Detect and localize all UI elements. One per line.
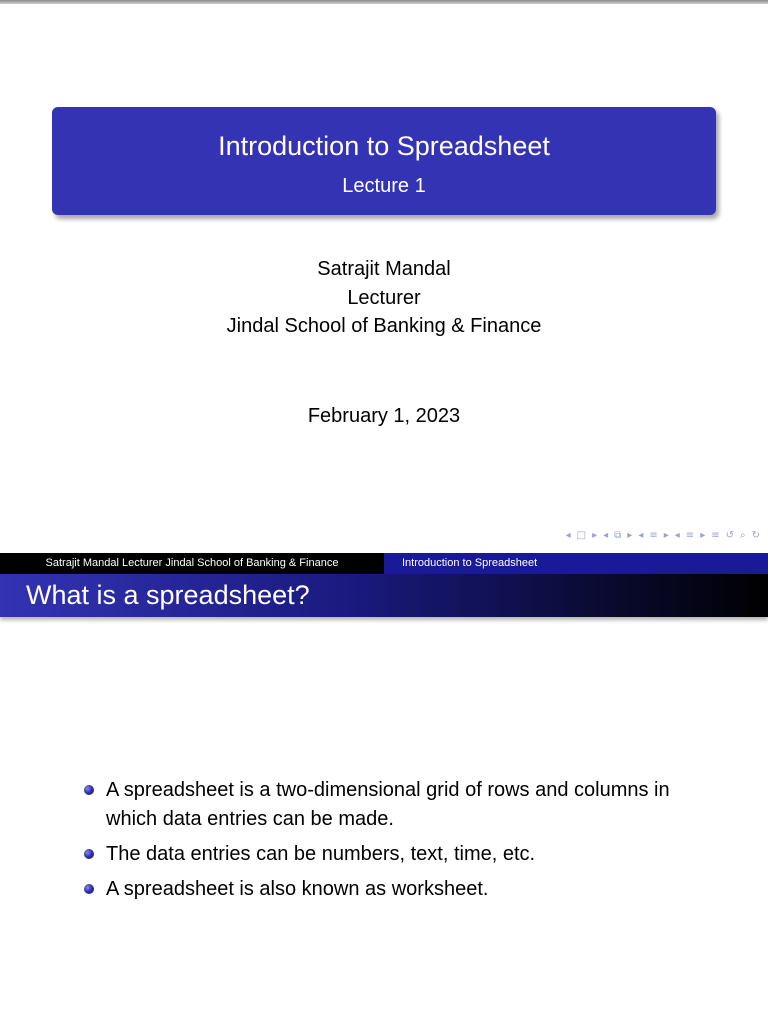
author-name: Satrajit Mandal [317, 258, 451, 280]
nav-back-icon[interactable]: ↺ [725, 530, 734, 541]
bullet-icon [84, 785, 94, 795]
nav-next-slide-icon[interactable]: ▸ [592, 530, 598, 541]
bullet-list [82, 776, 722, 910]
author-block [0, 255, 768, 341]
footline-title: Introduction to Spreadsheet [384, 553, 768, 574]
nav-prev-section-icon[interactable]: ◂ [674, 530, 680, 541]
nav-frame-icon[interactable]: ⧉ [614, 530, 622, 541]
bullet-icon [84, 884, 94, 894]
nav-slide-icon[interactable]: □ [576, 530, 587, 541]
nav-next-frame-icon[interactable]: ▸ [627, 530, 633, 541]
nav-forward-icon[interactable]: ↻ [751, 530, 760, 541]
list-item [82, 875, 722, 904]
presentation-date: February 1, 2023 [307, 405, 461, 427]
footline [0, 553, 768, 574]
nav-section-icon[interactable]: ≡ [685, 530, 695, 541]
presentation-subtitle: Lecture 1 [342, 175, 426, 197]
list-item [82, 776, 722, 834]
nav-prev-frame-icon[interactable]: ◂ [603, 530, 609, 541]
nav-next-subsection-icon[interactable]: ▸ [663, 530, 669, 541]
bullet-text: A spreadsheet is also known as worksheet. [106, 878, 489, 900]
title-box [52, 107, 716, 215]
frame-title: What is a spreadsheet? [0, 574, 768, 617]
beamer-navigation-bar[interactable] [566, 530, 760, 541]
nav-subsection-icon[interactable]: ≡ [649, 530, 658, 541]
nav-next-section-icon[interactable]: ▸ [700, 530, 706, 541]
nav-prev-subsection-icon[interactable]: ◂ [638, 530, 644, 541]
list-item [82, 840, 722, 869]
bullet-text: A spreadsheet is a two-dimensional grid of rows and columns in which data entries can be made. [106, 779, 670, 830]
bullet-text: The data entries can be numbers, text, time, etc. [106, 843, 536, 865]
footline-author: Satrajit Mandal Lecturer Jindal School of Banking & Finance [0, 553, 384, 574]
nav-document-icon[interactable]: ≡ [711, 530, 720, 541]
title-slide [0, 4, 768, 550]
bullet-icon [84, 849, 94, 859]
nav-search-icon[interactable]: ⌕ [740, 530, 746, 541]
author-institute: Jindal School of Banking & Finance [226, 315, 542, 337]
author-role: Lecturer [347, 286, 421, 309]
presentation-title: Introduction to Spreadsheet [218, 131, 550, 161]
nav-prev-slide-icon[interactable]: ◂ [565, 530, 571, 541]
